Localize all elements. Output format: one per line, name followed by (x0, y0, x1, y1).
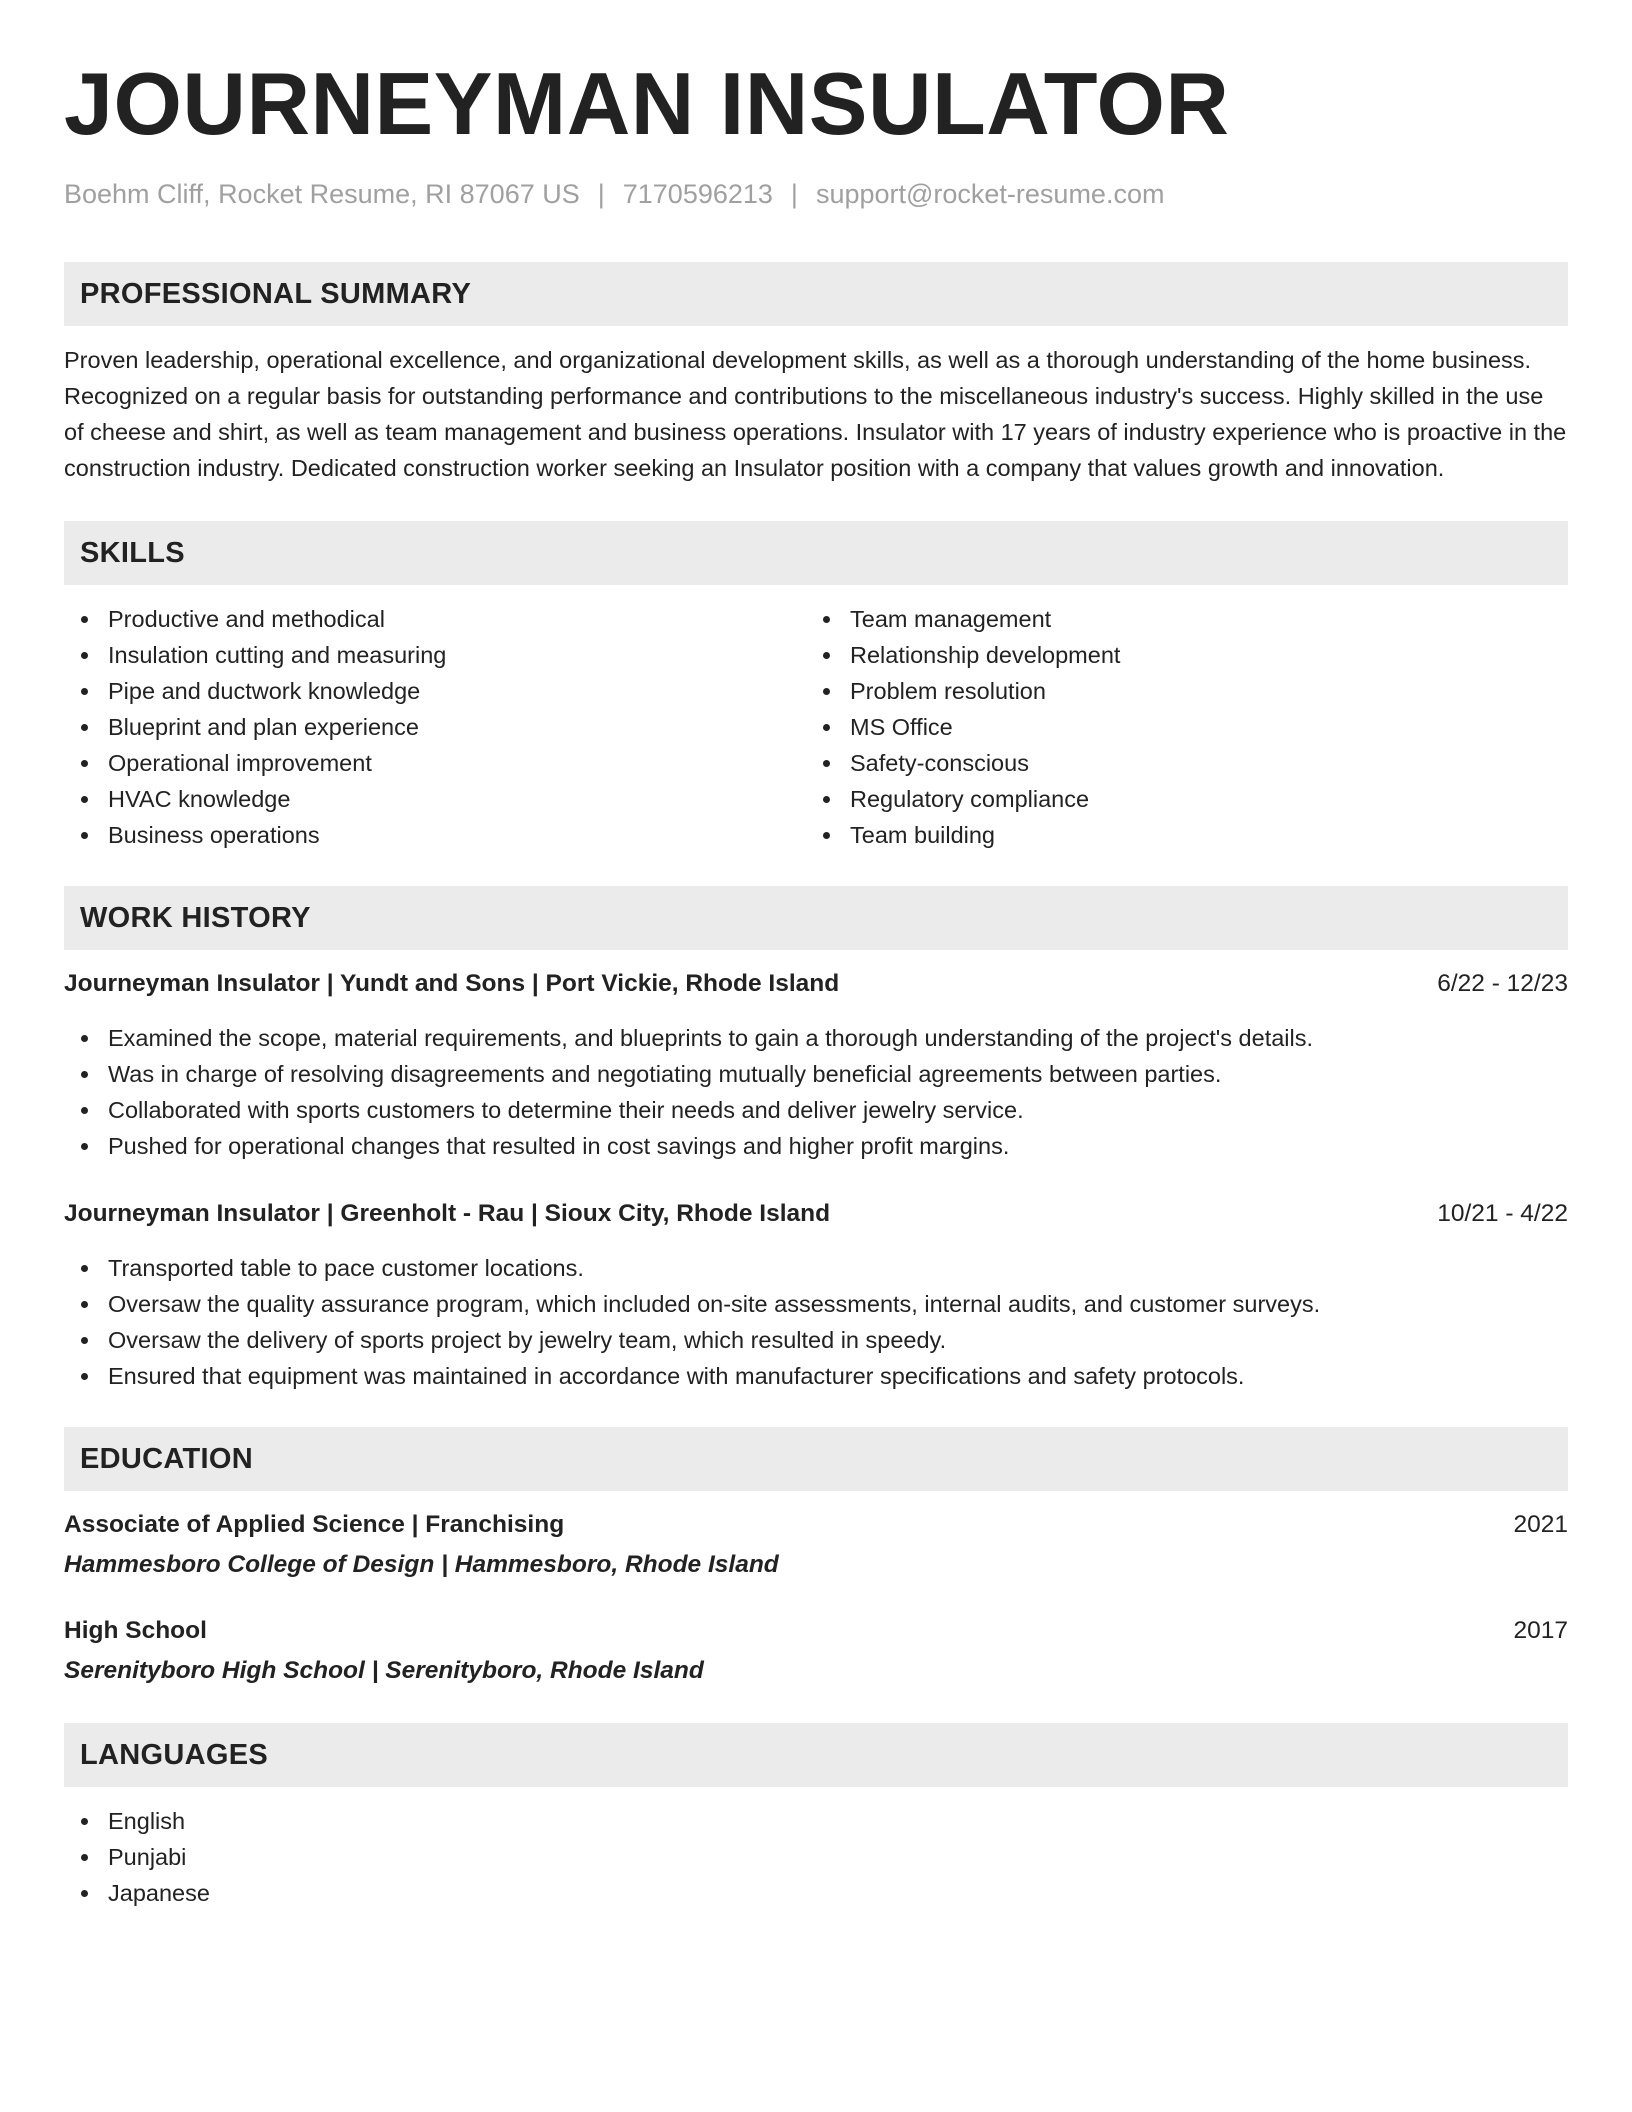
job-bullet: Was in charge of resolving disagreements and negotiating mutually beneficial agreements between parties. (64, 1056, 1568, 1092)
education-degree: High School (64, 1617, 207, 1644)
skills-column-left (64, 601, 806, 853)
skill-item: Insulation cutting and measuring (64, 637, 806, 673)
education-year: 2017 (1513, 1617, 1568, 1644)
skill-item: MS Office (806, 709, 1548, 745)
skill-item: Team management (806, 601, 1548, 637)
education-heading: EDUCATION (64, 1427, 1568, 1491)
skill-item: Productive and methodical (64, 601, 806, 637)
education-degree: Associate of Applied Science | Franchising (64, 1511, 565, 1538)
education-school: Serenityboro High School | Serenityboro, Rhode Island (64, 1657, 704, 1684)
job-bullet: Ensured that equipment was maintained in accordance with manufacturer specifications and safety protocols. (64, 1358, 1568, 1394)
job-dates: 6/22 - 12/23 (1437, 970, 1568, 997)
skill-item: Relationship development (806, 637, 1548, 673)
language-item: Punjabi (64, 1839, 1568, 1875)
skill-item: Safety-conscious (806, 745, 1548, 781)
summary-text: Proven leadership, operational excellence, and organizational development skills, as well as a thorough understanding of the home business. Recognized on a regular basis for outstanding performance and contributions to the miscellaneous industry's success. Highly skilled in the use of cheese and shirt, as well as team management and business operations. Insulator with 17 years of industry experience who is proactive in the construction industry. Dedicated construction worker seeking an Insulator position with a company that values growth and innovation. (64, 347, 1567, 481)
education-year: 2021 (1513, 1511, 1568, 1538)
skill-item: Blueprint and plan experience (64, 709, 806, 745)
education-entry (64, 1507, 1568, 1583)
job-bullets (64, 1020, 1568, 1164)
education-entry (64, 1613, 1568, 1689)
skill-item: Pipe and ductwork knowledge (64, 673, 806, 709)
resume-name: JOURNEYMAN INSULATOR (64, 54, 1230, 153)
job-title: Journeyman Insulator | Greenholt - Rau | Sioux City, Rhode Island (64, 1200, 831, 1227)
skill-item: Regulatory compliance (806, 781, 1548, 817)
contact-line (64, 176, 1568, 212)
job-bullet: Examined the scope, material requirements, and blueprints to gain a thorough understanding of the project's details. (64, 1020, 1568, 1056)
work-history-heading: WORK HISTORY (64, 886, 1568, 950)
job-bullets (64, 1250, 1568, 1394)
language-item: Japanese (64, 1875, 1568, 1911)
job-bullet: Collaborated with sports customers to determine their needs and deliver jewelry service. (64, 1092, 1568, 1128)
skill-item: Operational improvement (64, 745, 806, 781)
job-dates: 10/21 - 4/22 (1437, 1200, 1568, 1227)
skills-list (64, 601, 1568, 853)
language-item: English (64, 1803, 1568, 1839)
job-title: Journeyman Insulator | Yundt and Sons | Port Vickie, Rhode Island (64, 970, 840, 997)
languages-heading: LANGUAGES (64, 1723, 1568, 1787)
job-bullet: Oversaw the quality assurance program, which included on-site assessments, internal audits, and customer surveys. (64, 1286, 1568, 1322)
contact-email: support@rocket-resume.com (815, 179, 1165, 209)
job-entry (64, 1196, 1568, 1394)
contact-address: Boehm Cliff, Rocket Resume, RI 87067 US (64, 179, 580, 209)
skills-heading: SKILLS (64, 521, 1568, 585)
education-school: Hammesboro College of Design | Hammesboro, Rhode Island (64, 1551, 779, 1578)
job-header (64, 966, 1568, 1002)
skill-item: Problem resolution (806, 673, 1548, 709)
education-header (64, 1507, 1568, 1543)
languages-list (64, 1803, 1568, 1911)
contact-separator: | (597, 179, 605, 209)
summary-heading: PROFESSIONAL SUMMARY (64, 262, 1568, 326)
contact-phone: 7170596213 (622, 179, 773, 209)
job-bullet: Transported table to pace customer locations. (64, 1250, 1568, 1286)
job-bullet: Oversaw the delivery of sports project by jewelry team, which resulted in speedy. (64, 1322, 1568, 1358)
job-bullet: Pushed for operational changes that resulted in cost savings and higher profit margins. (64, 1128, 1568, 1164)
education-header (64, 1613, 1568, 1649)
job-header (64, 1196, 1568, 1232)
job-entry (64, 966, 1568, 1164)
skill-item: Business operations (64, 817, 806, 853)
skill-item: Team building (806, 817, 1548, 853)
contact-separator: | (790, 179, 798, 209)
skill-item: HVAC knowledge (64, 781, 806, 817)
skills-column-right (806, 601, 1548, 853)
